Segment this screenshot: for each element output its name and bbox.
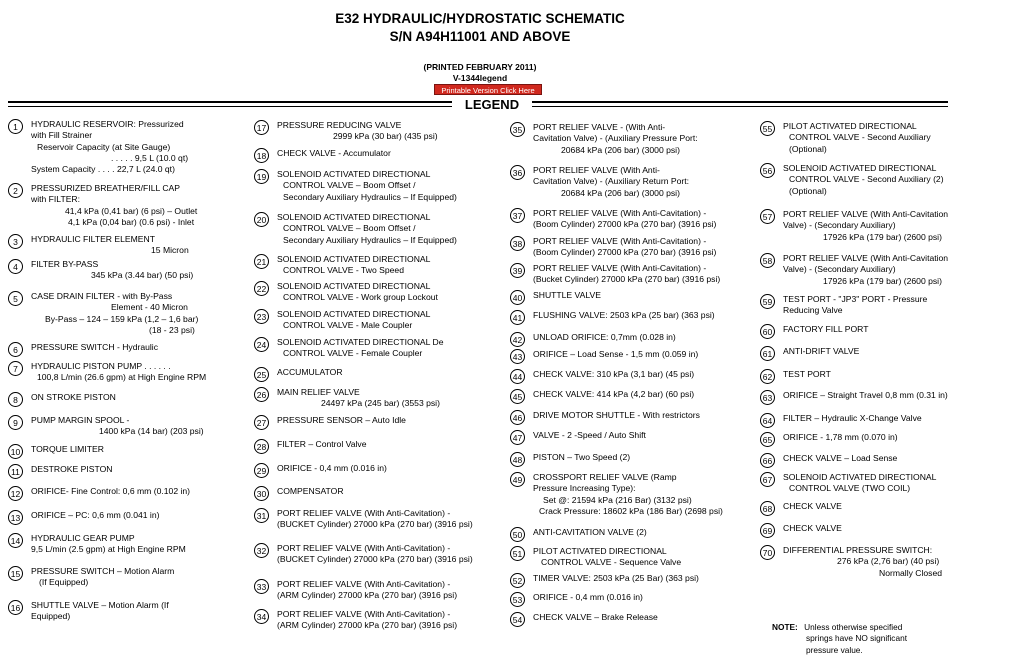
item-line: 100,8 L/min (26.6 gpm) at High Engine RPM	[37, 372, 207, 383]
item-line: SOLENOID ACTIVATED DIRECTIONAL De	[277, 337, 444, 347]
item-number-badge: 54	[510, 612, 525, 627]
item-line: Valve) - (Secondary Auxiliary)	[783, 220, 896, 231]
item-description	[31, 464, 113, 475]
item-line: 1400 kPa (14 bar) (203 psi)	[99, 426, 204, 437]
item-description	[31, 415, 204, 438]
item-line: HYDRAULIC GEAR PUMP	[31, 533, 135, 543]
item-line: 4,1 kPa (0,04 bar) (0.6 psi) - Inlet	[68, 216, 195, 227]
item-number-badge: 27	[254, 415, 269, 430]
item-line: By-Pass – 124 – 159 kPa (1,2 – 1,6 bar)	[45, 313, 199, 324]
item-description	[533, 310, 715, 321]
item-description	[783, 369, 831, 380]
item-number-badge: 9	[8, 415, 23, 430]
item-number-badge: 40	[510, 290, 525, 305]
item-line: DRIVE MOTOR SHUTTLE - With restrictors	[533, 410, 700, 420]
item-line: CONTROL VALVE - Sequence Valve	[541, 557, 682, 568]
item-description	[783, 294, 927, 317]
item-description	[31, 259, 193, 282]
item-number-badge: 4	[8, 259, 23, 274]
item-line: (If Equipped)	[39, 577, 89, 588]
item-line: FILTER – Hydraulic X-Change Valve	[783, 413, 922, 423]
item-number-badge: 66	[760, 453, 775, 468]
item-number-badge: 63	[760, 390, 775, 405]
item-line: CONTROL VALVE - Male Coupler	[283, 320, 413, 331]
item-number-badge: 50	[510, 527, 525, 542]
item-number-badge: 14	[8, 533, 23, 548]
item-description	[533, 208, 716, 231]
item-line: PORT RELIEF VALVE (With Anti-Cavitation) -	[533, 208, 707, 218]
item-line: HYDRAULIC FILTER ELEMENT	[31, 234, 155, 244]
item-line: PORT RELIEF VALVE (With Anti-Cavitation) -	[277, 508, 451, 518]
item-number-badge: 39	[510, 263, 525, 278]
item-line: Normally Closed	[879, 567, 943, 578]
item-line: Secondary Auxiliary Hydraulics – If Equipped)	[283, 234, 457, 245]
item-line: (ARM Cylinder) 27000 kPa (270 bar) (3916 psi)	[277, 620, 458, 631]
item-number-badge: 46	[510, 410, 525, 425]
item-description	[533, 389, 694, 400]
item-number-badge: 19	[254, 169, 269, 184]
item-description	[783, 390, 948, 401]
item-description	[277, 609, 457, 632]
item-line: Cavitation Valve) - (Auxiliary Pressure Port:	[533, 133, 698, 144]
item-line: ORIFICE - 1,78 mm (0.070 in)	[783, 432, 898, 442]
item-line: MAIN RELIEF VALVE	[277, 387, 360, 397]
item-number-badge: 62	[760, 369, 775, 384]
item-line: (18 - 23 psi)	[149, 324, 195, 335]
item-description	[277, 281, 438, 304]
item-description	[533, 290, 601, 301]
item-line: CONTROL VALVE - Second Auxiliary (2)	[789, 174, 944, 185]
item-description	[31, 183, 197, 228]
item-description	[31, 566, 174, 589]
item-number-badge: 30	[254, 486, 269, 501]
item-number-badge: 7	[8, 361, 23, 376]
item-description	[783, 432, 898, 443]
item-number-badge: 23	[254, 309, 269, 324]
note-label: NOTE:	[772, 622, 798, 632]
item-description	[277, 415, 406, 426]
item-description	[31, 444, 104, 455]
item-number-badge: 58	[760, 253, 775, 268]
item-line: PRESSURE SENSOR – Auto Idle	[277, 415, 406, 425]
item-line: Crack Pressure: 18602 kPa (186 Bar) (2698 psi)	[539, 505, 723, 516]
item-number-badge: 11	[8, 464, 23, 479]
item-description	[277, 169, 457, 203]
item-line: with FILTER:	[31, 194, 81, 205]
item-number-badge: 68	[760, 501, 775, 516]
item-number-badge: 17	[254, 120, 269, 135]
item-number-badge: 51	[510, 546, 525, 561]
item-line: ORIFICE – PC: 0,6 mm (0.041 in)	[31, 510, 160, 520]
item-line: Reservoir Capacity (at Site Gauge)	[37, 141, 171, 152]
item-line: PRESSURE REDUCING VALVE	[277, 120, 402, 130]
note-line-3: pressure value.	[806, 644, 863, 655]
item-line: Reducing Valve	[783, 305, 843, 316]
item-line: ORIFICE – Straight Travel 0,8 mm (0.31 in)	[783, 390, 948, 400]
printable-version-link[interactable]: Printable Version Click Here	[434, 84, 542, 95]
item-number-badge: 49	[510, 472, 525, 487]
item-line: 15 Micron	[151, 245, 189, 256]
item-number-badge: 45	[510, 389, 525, 404]
item-line: CHECK VALVE - Accumulator	[277, 148, 391, 158]
item-line: TEST PORT	[783, 369, 831, 379]
item-line: PORT RELIEF VALVE (With Anti-	[533, 165, 660, 175]
item-description	[31, 486, 190, 497]
item-line: PORT RELIEF VALVE (With Anti-Cavitation) -	[277, 609, 451, 619]
item-line: TEST PORT - "JP3" PORT - Pressure	[783, 294, 928, 304]
item-description	[31, 342, 158, 353]
item-number-badge: 28	[254, 439, 269, 454]
item-description	[277, 254, 430, 277]
item-description	[533, 430, 646, 441]
item-number-badge: 55	[760, 121, 775, 136]
item-number-badge: 34	[254, 609, 269, 624]
item-description	[277, 120, 438, 143]
item-description	[31, 361, 206, 384]
item-number-badge: 33	[254, 579, 269, 594]
item-line: SOLENOID ACTIVATED DIRECTIONAL	[277, 212, 431, 222]
item-line: 9,5 L/min (2.5 gpm) at High Engine RPM	[31, 544, 186, 555]
item-line: CHECK VALVE	[783, 501, 842, 511]
legend-heading: LEGEND	[452, 97, 532, 112]
item-description	[533, 165, 689, 199]
item-description	[277, 387, 440, 410]
item-line: 20684 kPa (206 bar) (3000 psi)	[561, 187, 680, 198]
item-line: ANTI-DRIFT VALVE	[783, 346, 860, 356]
item-description	[533, 546, 681, 569]
item-line: PISTON – Two Speed (2)	[533, 452, 631, 462]
item-number-badge: 38	[510, 236, 525, 251]
item-number-badge: 65	[760, 432, 775, 447]
item-description	[31, 600, 169, 623]
item-line: FLUSHING VALVE: 2503 kPa (25 bar) (363 psi)	[533, 310, 715, 320]
item-line: SOLENOID ACTIVATED DIRECTIONAL	[277, 309, 431, 319]
item-description	[783, 121, 931, 155]
item-number-badge: 16	[8, 600, 23, 615]
item-description	[783, 472, 936, 495]
item-line: 17926 kPa (179 bar) (2600 psi)	[823, 231, 942, 242]
item-line: (Optional)	[789, 143, 827, 154]
item-number-badge: 21	[254, 254, 269, 269]
item-description	[277, 486, 344, 497]
item-description	[277, 543, 473, 566]
page-title-2: S/N A94H11001 AND ABOVE	[389, 29, 571, 44]
item-description	[277, 148, 391, 159]
item-number-badge: 43	[510, 349, 525, 364]
item-line: SOLENOID ACTIVATED DIRECTIONAL	[277, 281, 431, 291]
item-description	[31, 234, 189, 257]
item-line: 276 kPa (2,76 bar) (40 psi)	[837, 556, 940, 567]
item-number-badge: 15	[8, 566, 23, 581]
item-description	[277, 579, 457, 602]
item-line: ANTI-CAVITATION VALVE (2)	[533, 527, 647, 537]
item-number-badge: 64	[760, 413, 775, 428]
item-line: SOLENOID ACTIVATED DIRECTIONAL	[277, 254, 431, 264]
document-id: V-1344legend	[452, 73, 508, 83]
item-line: 345 kPa (3.44 bar) (50 psi)	[91, 270, 194, 281]
item-number-badge: 52	[510, 573, 525, 588]
note-line-2: springs have NO significant	[806, 633, 907, 644]
item-line: Valve) - (Secondary Auxiliary)	[783, 264, 896, 275]
item-number-badge: 26	[254, 387, 269, 402]
item-line: (BUCKET Cylinder) 27000 kPa (270 bar) (3916 psi)	[277, 519, 473, 530]
item-line: with Fill Strainer	[31, 130, 93, 141]
item-description	[277, 212, 457, 246]
item-description	[533, 410, 700, 421]
item-number-badge: 3	[8, 234, 23, 249]
item-description	[277, 439, 366, 450]
item-description	[31, 510, 159, 521]
item-description	[31, 392, 116, 403]
item-line: Cavitation Valve) - (Auxiliary Return Port:	[533, 176, 690, 187]
item-number-badge: 20	[254, 212, 269, 227]
item-line: UNLOAD ORIFICE: 0,7mm (0.028 in)	[533, 332, 676, 342]
item-number-badge: 12	[8, 486, 23, 501]
item-number-badge: 2	[8, 183, 23, 198]
item-line: (ARM Cylinder) 27000 kPa (270 bar) (3916 psi)	[277, 590, 458, 601]
item-line: PORT RELIEF VALVE (With Anti-Cavitation) -	[277, 579, 451, 589]
item-number-badge: 25	[254, 367, 269, 382]
item-line: 2999 kPa (30 bar) (435 psi)	[333, 131, 438, 142]
item-line: VALVE - 2 -Speed / Auto Shift	[533, 430, 646, 440]
item-line: CHECK VALVE	[783, 523, 842, 533]
item-number-badge: 69	[760, 523, 775, 538]
item-line: CONTROL VALVE - Female Coupler	[283, 348, 423, 359]
item-line: SHUTTLE VALVE – Motion Alarm (If	[31, 600, 169, 610]
item-description	[277, 508, 473, 531]
item-description	[533, 332, 676, 343]
item-line: SHUTTLE VALVE	[533, 290, 601, 300]
item-line: Equipped)	[31, 611, 71, 622]
item-description	[783, 545, 942, 579]
item-number-badge: 5	[8, 291, 23, 306]
item-number-badge: 61	[760, 346, 775, 361]
item-line: CONTROL VALVE - Two Speed	[283, 265, 404, 276]
item-number-badge: 13	[8, 510, 23, 525]
item-number-badge: 10	[8, 444, 23, 459]
item-number-badge: 44	[510, 369, 525, 384]
item-number-badge: 22	[254, 281, 269, 296]
item-line: PORT RELIEF VALVE - (With Anti-	[533, 122, 666, 132]
item-description	[783, 163, 944, 197]
item-number-badge: 6	[8, 342, 23, 357]
item-number-badge: 57	[760, 209, 775, 224]
item-description	[31, 291, 198, 336]
item-line: ORIFICE – Load Sense - 1,5 mm (0.059 in)	[533, 349, 699, 359]
item-line: HYDRAULIC PISTON PUMP . . . . . .	[31, 361, 171, 371]
item-line: . . . . . 9,5 L (10.0 qt)	[111, 152, 189, 163]
item-line: DIFFERENTIAL PRESSURE SWITCH:	[783, 545, 933, 555]
item-line: CHECK VALVE: 310 kPa (3,1 bar) (45 psi)	[533, 369, 695, 379]
item-line: CHECK VALVE: 414 kPa (4,2 bar) (60 psi)	[533, 389, 695, 399]
item-line: PILOT ACTIVATED DIRECTIONAL	[533, 546, 667, 556]
item-description	[783, 413, 922, 424]
item-line: (Bucket Cylinder) 27000 kPa (270 bar) (3916 psi)	[533, 274, 721, 285]
item-description	[533, 612, 658, 623]
item-line: SOLENOID ACTIVATED DIRECTIONAL	[783, 163, 937, 173]
item-number-badge: 59	[760, 294, 775, 309]
item-line: ACCUMULATOR	[277, 367, 343, 377]
page-title-1: E32 HYDRAULIC/HYDROSTATIC SCHEMATIC	[335, 11, 625, 26]
item-description	[533, 263, 720, 286]
item-line: ORIFICE - 0,4 mm (0.016 in)	[277, 463, 387, 473]
item-number-badge: 60	[760, 324, 775, 339]
item-number-badge: 8	[8, 392, 23, 407]
item-line: System Capacity . . . . 22,7 L (24.0 qt)	[31, 164, 175, 175]
item-description	[783, 453, 897, 464]
item-line: CHECK VALVE – Load Sense	[783, 453, 898, 463]
item-description	[533, 452, 630, 463]
item-line: (BUCKET Cylinder) 27000 kPa (270 bar) (3916 psi)	[277, 554, 473, 565]
item-line: Pressure Increasing Type):	[533, 483, 636, 494]
item-description	[533, 236, 716, 259]
item-line: HYDRAULIC RESERVOIR: Pressurized	[31, 119, 184, 129]
item-line: 20684 kPa (206 bar) (3000 psi)	[561, 144, 680, 155]
item-line: PORT RELIEF VALVE (With Anti-Cavitation	[783, 253, 949, 263]
item-description	[783, 501, 842, 512]
item-number-badge: 37	[510, 208, 525, 223]
item-description	[783, 324, 869, 335]
printed-date: (PRINTED FEBRUARY 2011)	[423, 62, 537, 72]
item-line: FACTORY FILL PORT	[783, 324, 869, 334]
item-line: PORT RELIEF VALVE (With Anti-Cavitation	[783, 209, 949, 219]
item-number-badge: 56	[760, 163, 775, 178]
item-description	[31, 533, 186, 556]
item-line: PRESSURE SWITCH – Motion Alarm	[31, 566, 175, 576]
item-line: FILTER BY-PASS	[31, 259, 99, 269]
item-description	[783, 253, 948, 287]
item-line: Set @: 21594 kPa (216 Bar) (3132 psi)	[543, 494, 692, 505]
item-line: Secondary Auxiliary Hydraulics – If Equipped)	[283, 191, 457, 202]
item-description	[277, 463, 387, 474]
item-line: (Boom Cylinder) 27000 kPa (270 bar) (3916 psi)	[533, 219, 717, 230]
item-number-badge: 53	[510, 592, 525, 607]
item-line: CONTROL VALVE – Boom Offset /	[283, 223, 416, 234]
item-number-badge: 32	[254, 543, 269, 558]
item-line: (Optional)	[789, 185, 827, 196]
item-number-badge: 36	[510, 165, 525, 180]
item-line: PRESSURIZED BREATHER/FILL CAP	[31, 183, 180, 193]
item-number-badge: 42	[510, 332, 525, 347]
item-line: 24497 kPa (245 bar) (3553 psi)	[321, 398, 440, 409]
item-number-badge: 35	[510, 122, 525, 137]
item-number-badge: 41	[510, 310, 525, 325]
item-line: CONTROL VALVE – Boom Offset /	[283, 180, 416, 191]
item-line: DESTROKE PISTON	[31, 464, 113, 474]
item-description	[783, 523, 842, 534]
item-line: FILTER – Control Valve	[277, 439, 367, 449]
item-description	[277, 367, 343, 378]
item-description	[533, 472, 723, 517]
item-line: COMPENSATOR	[277, 486, 344, 496]
item-line: PUMP MARGIN SPOOL -	[31, 415, 130, 425]
item-line: SOLENOID ACTIVATED DIRECTIONAL	[783, 472, 937, 482]
item-line: Element - 40 Micron	[111, 302, 188, 313]
item-number-badge: 1	[8, 119, 23, 134]
item-line: 41,4 kPa (0,41 bar) (6 psi) – Outlet	[65, 205, 198, 216]
item-number-badge: 18	[254, 148, 269, 163]
item-description	[783, 346, 859, 357]
item-number-badge: 31	[254, 508, 269, 523]
item-number-badge: 47	[510, 430, 525, 445]
item-description	[533, 122, 698, 156]
item-line: ORIFICE- Fine Control: 0,6 mm (0.102 in)	[31, 486, 191, 496]
item-line: PORT RELIEF VALVE (With Anti-Cavitation) -	[533, 263, 707, 273]
item-line: ORIFICE - 0,4 mm (0.016 in)	[533, 592, 643, 602]
item-line: CHECK VALVE – Brake Release	[533, 612, 658, 622]
item-line: CONTROL VALVE - Second Auxiliary	[789, 132, 931, 143]
item-number-badge: 67	[760, 472, 775, 487]
item-line: CONTROL VALVE (TWO COIL)	[789, 483, 911, 494]
item-description	[533, 592, 643, 603]
item-line: PRESSURE SWITCH - Hydraulic	[31, 342, 159, 352]
item-description	[533, 573, 699, 584]
item-line: TORQUE LIMITER	[31, 444, 104, 454]
item-line: 17926 kPa (179 bar) (2600 psi)	[823, 275, 942, 286]
item-description	[31, 119, 188, 175]
item-line: PORT RELIEF VALVE (With Anti-Cavitation) -	[533, 236, 707, 246]
item-description	[277, 337, 444, 360]
item-line: CASE DRAIN FILTER - with By-Pass	[31, 291, 173, 301]
item-description	[783, 209, 948, 243]
item-line: CONTROL VALVE - Work group Lockout	[283, 292, 438, 303]
item-line: PILOT ACTIVATED DIRECTIONAL	[783, 121, 917, 131]
item-description	[277, 309, 430, 332]
note-line-1: Unless otherwise specified	[804, 622, 903, 632]
item-line: ON STROKE PISTON	[31, 392, 116, 402]
item-line: SOLENOID ACTIVATED DIRECTIONAL	[277, 169, 431, 179]
item-number-badge: 70	[760, 545, 775, 560]
item-description	[533, 527, 647, 538]
item-description	[533, 349, 698, 360]
item-line: CROSSPORT RELIEF VALVE (Ramp	[533, 472, 677, 482]
item-number-badge: 24	[254, 337, 269, 352]
item-line: TIMER VALVE: 2503 kPa (25 Bar) (363 psi)	[533, 573, 699, 583]
item-number-badge: 48	[510, 452, 525, 467]
item-line: PORT RELIEF VALVE (With Anti-Cavitation) -	[277, 543, 451, 553]
item-line: (Boom Cylinder) 27000 kPa (270 bar) (3916 psi)	[533, 247, 717, 258]
item-description	[533, 369, 694, 380]
item-number-badge: 29	[254, 463, 269, 478]
note	[772, 622, 907, 656]
